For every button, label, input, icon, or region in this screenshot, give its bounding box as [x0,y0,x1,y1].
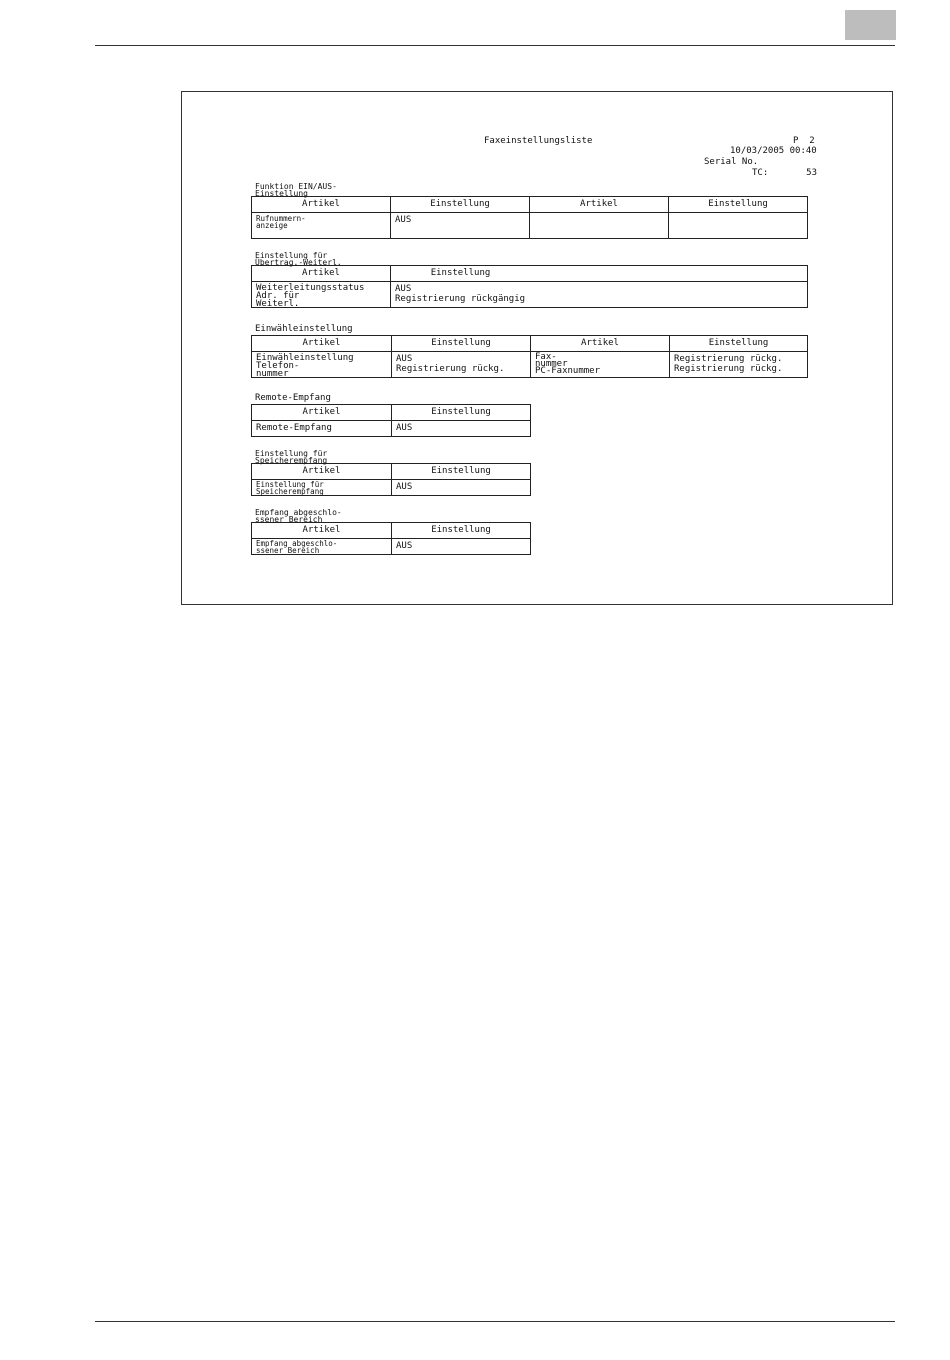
cell-artikel: Einwähleinstellung Telefon- nummer [256,353,354,379]
table-weiterl [251,265,808,308]
table-row [252,281,807,307]
cell-artikel: Einstellung für Speicherempfang [256,480,324,496]
cell-einstellung: AUS [391,420,530,436]
section-label-remote: Remote-Empfang [255,393,331,403]
serial-label: Serial No. [704,157,759,167]
header-artikel: Artikel [302,268,340,278]
table-row [252,212,807,238]
cell-artikel: Remote-Empfang [256,423,332,433]
cell-einstellung: AUS [390,212,529,238]
table-row [252,420,530,436]
header-artikel: Artikel [302,407,341,417]
table-remote [251,404,531,437]
page-number: P 2 [793,136,815,146]
table-header-row [252,523,530,539]
page-corner-tab [845,10,896,40]
header-einstellung: Einstellung [391,336,530,351]
cell-einstellung: AUS Registrierung rückgängig [390,281,807,307]
header-artikel: Artikel [302,338,341,348]
header-einstellung: Einstellung [390,197,529,212]
header-einstellung: Einstellung [390,266,530,281]
header-einstellung: Einstellung [391,405,530,420]
cell-artikel: Empfang abgeschlo- ssener Bereich [256,539,338,555]
table-row [252,479,530,495]
header-artikel: Artikel [530,336,669,351]
table-speicher [251,463,531,496]
fax-settings-printout [181,91,893,605]
table-funktion [251,196,808,239]
cell-einstellung: AUS Registrierung rückg. [391,351,530,377]
header-artikel: Artikel [529,197,668,212]
table-header-row [252,266,807,282]
cell-artikel: Rufnummern- anzeige [256,214,306,230]
section-label-funktion: Funktion EIN/AUS- Einstellung [255,182,337,198]
table-header-row [252,464,530,480]
report-date: 10/03/2005 00:40 [730,146,817,156]
cell-einstellung-2 [668,212,807,238]
report-title: Faxeinstellungsliste [484,136,593,146]
section-label-einwahl: Einwähleinstellung [255,324,353,334]
header-artikel: Artikel [302,199,340,209]
table-row [252,538,530,554]
footer-rule [95,1321,895,1322]
cell-artikel-2 [529,212,668,238]
cell-einstellung: AUS [391,479,530,495]
header-einstellung: Einstellung [669,336,807,351]
table-header-row [252,405,530,421]
cell-einstellung-2: Registrierung rückg. Registrierung rückg. [669,351,807,377]
header-einstellung: Einstellung [391,464,530,479]
header-einstellung: Einstellung [391,523,530,538]
cell-artikel: Weiterleitungsstatus Adr. für Weiterl. [256,283,365,309]
header-artikel: Artikel [302,466,341,476]
table-bereich [251,522,531,555]
header-artikel: Artikel [302,525,341,535]
table-header-row [252,336,807,352]
cell-artikel-2: Fax- nummer PC-Faxnummer [530,351,669,377]
table-header-row [252,197,807,213]
table-einwahl [251,335,808,378]
header-einstellung: Einstellung [668,197,807,212]
table-row [252,351,807,377]
section-label-bereich: Empfang abgeschlo- ssener Bereich [255,508,342,524]
section-label-weiterl: Einstellung für Übertrag.-Weiterl. [255,251,342,267]
section-label-speicher: Einstellung für Speicherempfang [255,449,328,465]
header-rule [95,45,895,46]
tc-count: TC: 53 [752,168,818,178]
cell-einstellung: AUS [391,538,530,554]
